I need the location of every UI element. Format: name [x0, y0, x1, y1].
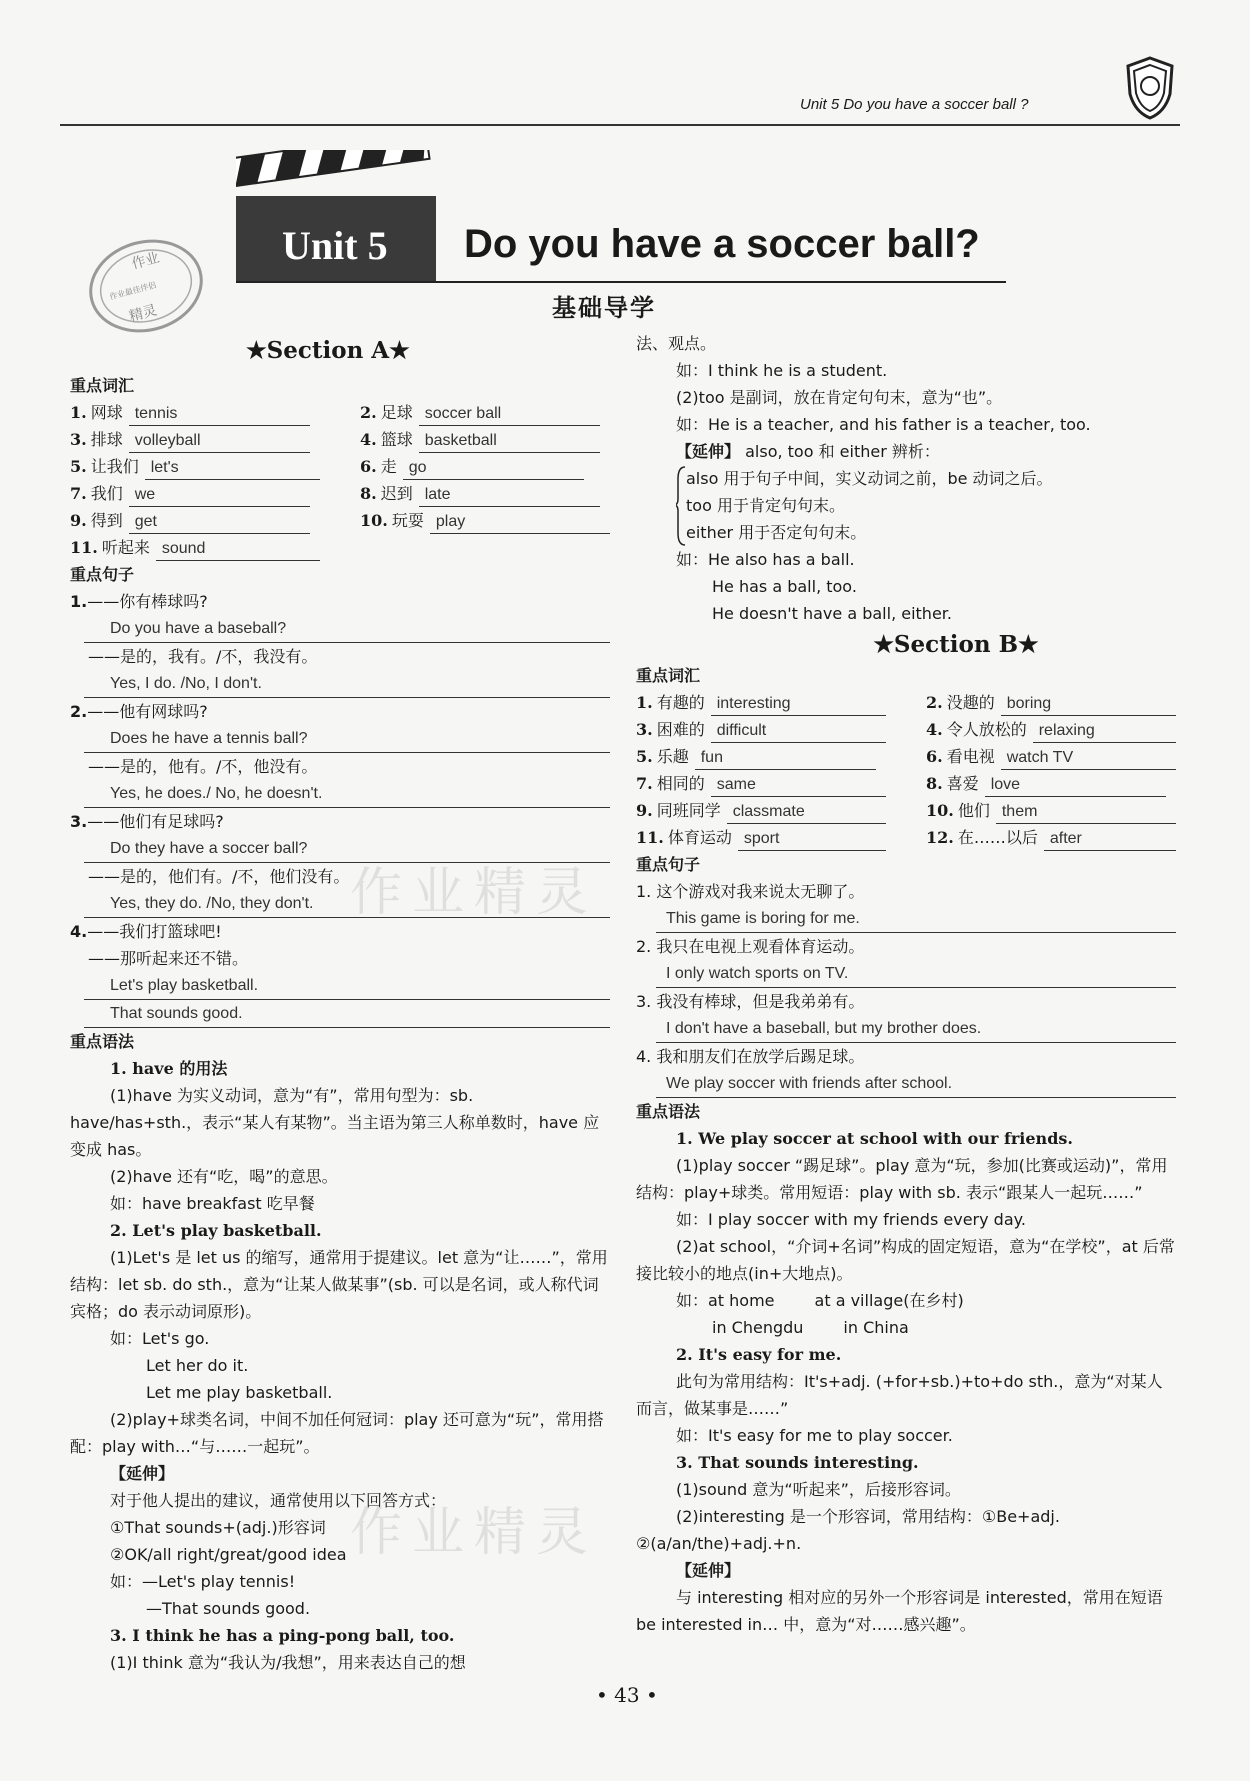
sentence-line: Does he have a tennis ball?	[84, 725, 610, 753]
vocab-chinese: 有趣的	[656, 693, 705, 712]
vocab-item	[70, 507, 320, 534]
vocab-number: 1.	[70, 403, 87, 422]
vocab-number: 5.	[70, 457, 87, 476]
sentence-line: Yes, they do. /No, they don't.	[84, 890, 610, 918]
header-rule	[60, 124, 1180, 126]
vocab-answer: sport	[738, 828, 886, 851]
vocab-list-a	[70, 399, 610, 561]
vocab-number: 7.	[636, 774, 653, 793]
section-b-heading: ★Section B★	[873, 631, 1039, 658]
right-line-3: (2)too 是副词，放在肯定句句末，意为“也”。	[676, 388, 1003, 407]
vocab-number: 9.	[636, 801, 653, 820]
subtitle: 基础导学	[552, 294, 656, 322]
vocab-number: 10.	[926, 801, 954, 820]
page-number: • 43 •	[596, 1683, 658, 1707]
sentence-list-b	[636, 878, 1176, 1098]
vocab-item	[360, 480, 610, 507]
sentence-chinese: 1. 这个游戏对我来说太无聊了。	[636, 882, 865, 901]
vocab-item	[70, 534, 320, 561]
vocab-item	[70, 426, 320, 453]
vocab-number: 8.	[360, 484, 377, 503]
vocab-number: 11.	[70, 538, 98, 557]
sentence-chinese: 3. 我没有棒球，但是我弟弟有。	[636, 992, 865, 1011]
vocab-answer: late	[419, 484, 600, 507]
grammar-b3-title: 3. That sounds interesting.	[676, 1453, 919, 1472]
vocab-item	[926, 824, 1176, 851]
grammar-b3-p2: (2)interesting 是一个形容词，常用结构：①Be+adj. ②(a/an/the)+adj.+n.	[636, 1507, 1060, 1553]
extension-a-3: ②OK/all right/great/good idea	[110, 1545, 347, 1564]
grammar-b1-p2: (2)at school，“介词+名词”构成的固定短语，意为“在学校”，at 后常接比较小的地点(in+大地点)。	[636, 1237, 1175, 1283]
extension-a-2: ①That sounds+(adj.)形容词	[110, 1518, 326, 1537]
extension-a-4: 如：—Let's play tennis!	[110, 1572, 296, 1591]
example-line-1: 如：He also has a ball.	[676, 550, 855, 569]
vocab-chinese: 迟到	[380, 484, 413, 503]
vocab-answer: get	[129, 511, 310, 534]
vocab-chinese: 我们	[90, 484, 123, 503]
sentence-english: This game is boring for me.	[656, 905, 1176, 933]
grammar-a1-p2: (2)have 还有“吃，喝”的意思。	[110, 1167, 338, 1186]
sentence-heading-b: 重点句子	[636, 855, 701, 874]
brace-line-1: also 用于句子中间，实义动词之前，be 动词之后。	[686, 469, 1053, 488]
sentence-row	[70, 588, 610, 615]
vocab-item	[636, 743, 886, 770]
grammar-a1-p1: (1)have 为实义动词，意为“有”，常用句型为：sb. have/has+sth.，表示“某人有某物”。当主语为第三人称单数时，have 应变成 has。	[70, 1086, 600, 1159]
vocab-chinese: 看电视	[946, 747, 995, 766]
brace-line-3: either 用于否定句句末。	[686, 523, 867, 542]
vocab-chinese: 没趣的	[946, 693, 995, 712]
grammar-b1-ex: 如：I play soccer with my friends every day.	[676, 1210, 1026, 1229]
vocab-answer: go	[403, 457, 584, 480]
vocab-number: 3.	[636, 720, 653, 739]
vocab-chinese: 在……以后	[957, 828, 1038, 847]
sentence-line: ——他们有足球吗?	[87, 812, 224, 831]
title-rule	[236, 281, 1006, 283]
vocab-number: 7.	[70, 484, 87, 503]
vocab-answer: let's	[145, 457, 320, 480]
grammar-b1-ex2a: 如：at home	[676, 1291, 775, 1310]
sentence-line: ——你有棒球吗?	[87, 592, 208, 611]
vocab-answer: classmate	[727, 801, 886, 824]
grammar-b3-p1: (1)sound 意为“听起来”，后接形容词。	[676, 1480, 961, 1499]
sentence-line: That sounds good.	[84, 1000, 610, 1028]
vocab-chinese: 得到	[90, 511, 123, 530]
vocab-chinese: 让我们	[90, 457, 139, 476]
vocab-answer: relaxing	[1033, 720, 1176, 743]
sentence-line: Do you have a baseball?	[84, 615, 610, 643]
vocab-item	[636, 824, 886, 851]
shield-logo-icon	[1125, 56, 1175, 120]
grammar-a1-p3: 如：have breakfast 吃早餐	[110, 1194, 315, 1213]
unit-label: Unit 5	[282, 223, 388, 268]
sentence-number: 2.	[70, 702, 88, 721]
right-column	[636, 330, 1176, 1638]
section-a-heading: ★Section A★	[246, 337, 410, 364]
vocab-answer: play	[430, 511, 610, 534]
sentence-row	[70, 698, 610, 725]
vocab-chinese: 令人放松的	[946, 720, 1027, 739]
vocab-answer: volleyball	[129, 430, 310, 453]
vocab-number: 1.	[636, 693, 653, 712]
vocab-item	[926, 689, 1176, 716]
grammar-a1-title: 1. have 的用法	[110, 1059, 228, 1078]
vocab-chinese: 足球	[380, 403, 413, 422]
vocab-number: 10.	[360, 511, 388, 530]
grammar-a2-p1: (1)Let's 是 let us 的缩写，通常用于提建议。let 意为“让……”，常用结构：let sb. do sth.，意为“让某人做某事”(sb. 可以是名词，或人称代词宾格；do 表示动词原形)。	[70, 1248, 608, 1321]
stamp-logo-icon	[86, 236, 206, 336]
sentence-row	[70, 808, 610, 835]
sentence-line: Yes, he does./ No, he doesn't.	[84, 780, 610, 808]
brace-icon	[676, 465, 686, 546]
vocab-chinese: 走	[380, 457, 397, 476]
vocab-item	[926, 743, 1176, 770]
vocab-number: 12.	[926, 828, 954, 847]
vocab-number: 8.	[926, 774, 943, 793]
right-line-2: 如：I think he is a student.	[676, 361, 888, 380]
stamp-bottom: 精灵	[127, 302, 159, 326]
running-header: Unit 5 Do you have a soccer ball ?	[800, 96, 1029, 113]
watermark: 作业精灵	[350, 863, 599, 923]
example-line-3: He doesn't have a ball, either.	[712, 604, 952, 623]
grammar-heading-a: 重点语法	[70, 1032, 135, 1051]
vocab-item	[926, 797, 1176, 824]
grammar-a3-title: 3. I think he has a ping-pong ball, too.	[110, 1626, 455, 1645]
vocab-answer: them	[996, 801, 1176, 824]
vocab-answer: same	[711, 774, 886, 797]
vocab-answer: soccer ball	[419, 403, 600, 426]
vocab-item	[360, 426, 610, 453]
grammar-a2-ex1: 如：Let's go.	[110, 1329, 210, 1348]
grammar-a3-p1: (1)I think 意为“我认为/我想”，用来表达自己的想	[110, 1653, 466, 1672]
brace-line-2: too 用于肯定句句末。	[686, 496, 845, 515]
sentence-heading-a: 重点句子	[70, 565, 135, 584]
vocab-number: 4.	[360, 430, 377, 449]
extension-label-b: 【延伸】	[676, 1561, 741, 1580]
extension-label-a: 【延伸】	[110, 1464, 175, 1483]
vocab-chinese: 同班同学	[656, 801, 721, 820]
sentence-line: ——是的，我有。/不，我没有。	[88, 647, 318, 666]
grammar-b1-p1: (1)play soccer “踢足球”。play 意为“玩，参加(比赛或运动)”，常用结构：play+球类。常用短语：play with sb. 表示“跟某人一起玩……”	[636, 1156, 1168, 1202]
vocab-chinese: 网球	[90, 403, 123, 422]
sentence-line: ——那听起来还不错。	[88, 949, 249, 968]
vocab-number: 5.	[636, 747, 653, 766]
grammar-b2-p1: 此句为常用结构：It's+adj. (+for+sb.)+to+do sth.，意为“对某人而言，做某事是……”	[636, 1372, 1163, 1418]
vocab-chinese: 他们	[957, 801, 990, 820]
vocab-answer: difficult	[711, 720, 886, 743]
sentence-line: ——是的，他有。/不，他没有。	[88, 757, 318, 776]
vocab-heading-a: 重点词汇	[70, 376, 135, 395]
vocab-answer: tennis	[129, 403, 310, 426]
vocab-item	[360, 399, 610, 426]
unit-title: Do you have a soccer ball?	[464, 222, 980, 266]
vocab-answer: boring	[1001, 693, 1176, 716]
vocab-item	[360, 453, 610, 480]
vocab-number: 11.	[636, 828, 664, 847]
grammar-a2-ex3: Let me play basketball.	[146, 1383, 333, 1402]
right-line-4: 如：He is a teacher, and his father is a teacher, too.	[676, 415, 1091, 434]
grammar-a2-title: 2. Let's play basketball.	[110, 1221, 322, 1240]
extension-b-1: 与 interesting 相对应的另外一个形容词是 interested，常用在短语 be interested in… 中，意为“对……感兴趣”。	[636, 1588, 1163, 1634]
sentence-line: ——是的，他们有。/不，他们没有。	[88, 867, 350, 886]
vocab-answer: basketball	[419, 430, 600, 453]
vocab-heading-b: 重点词汇	[636, 666, 701, 685]
vocab-answer: fun	[695, 747, 876, 770]
vocab-item	[70, 480, 320, 507]
stamp-top: 作业	[129, 249, 162, 273]
extension-label-top: 【延伸】	[676, 442, 741, 461]
grammar-b1-ex3a: in Chengdu	[712, 1318, 804, 1337]
grammar-b2-title: 2. It's easy for me.	[676, 1345, 842, 1364]
vocab-number: 6.	[926, 747, 943, 766]
vocab-answer: after	[1044, 828, 1176, 851]
vocab-answer: love	[985, 774, 1166, 797]
vocab-item	[70, 453, 320, 480]
right-line-1: 法、观点。	[636, 334, 717, 353]
vocab-number: 9.	[70, 511, 87, 530]
sentence-chinese: 2. 我只在电视上观看体育运动。	[636, 937, 865, 956]
vocab-chinese: 相同的	[656, 774, 705, 793]
vocab-item	[926, 716, 1176, 743]
sentence-number: 1.	[70, 592, 88, 611]
sentence-line: ——我们打篮球吧!	[87, 922, 222, 941]
vocab-answer: watch TV	[1001, 747, 1176, 770]
vocab-item	[636, 716, 886, 743]
grammar-heading-b: 重点语法	[636, 1102, 701, 1121]
sentence-line: ——他有网球吗?	[87, 702, 208, 721]
grammar-b2-ex: 如：It's easy for me to play soccer.	[676, 1426, 953, 1445]
vocab-answer: we	[129, 484, 310, 507]
watermark-2: 作业精灵	[350, 1503, 599, 1563]
vocab-list-b	[636, 689, 1176, 851]
sentence-english: I only watch sports on TV.	[656, 960, 1176, 988]
grammar-b1-ex2b: at a village(在乡村)	[814, 1291, 964, 1310]
vocab-answer: sound	[156, 538, 320, 561]
vocab-chinese: 喜爱	[946, 774, 979, 793]
sentence-english: We play soccer with friends after school.	[656, 1070, 1176, 1098]
vocab-item	[636, 797, 886, 824]
grammar-a2-p2: (2)play+球类名词，中间不加任何冠词：play 还可意为“玩”，常用搭配：play with…“与……一起玩”。	[70, 1410, 604, 1456]
extension-title-top: also, too 和 either 辨析：	[745, 442, 940, 461]
vocab-chinese: 听起来	[101, 538, 150, 557]
grammar-b1-ex3b: in China	[843, 1318, 909, 1337]
vocab-number: 6.	[360, 457, 377, 476]
grammar-a2-ex2: Let her do it.	[146, 1356, 249, 1375]
grammar-b1-title: 1. We play soccer at school with our friends.	[676, 1129, 1073, 1148]
vocab-item	[70, 399, 320, 426]
sentence-number: 4.	[70, 922, 88, 941]
sentence-number: 3.	[70, 812, 88, 831]
vocab-number: 2.	[926, 693, 943, 712]
vocab-item	[926, 770, 1176, 797]
vocab-chinese: 体育运动	[667, 828, 732, 847]
extension-a-1: 对于他人提出的建议，通常使用以下回答方式：	[110, 1491, 447, 1510]
vocab-number: 4.	[926, 720, 943, 739]
vocab-chinese: 玩耍	[391, 511, 424, 530]
left-column	[70, 372, 610, 1676]
sentence-list-a	[70, 588, 610, 1028]
vocab-item	[636, 770, 886, 797]
sentence-line: Yes, I do. /No, I don't.	[84, 670, 610, 698]
vocab-chinese: 乐趣	[656, 747, 689, 766]
vocab-chinese: 篮球	[380, 430, 413, 449]
vocab-item	[636, 689, 886, 716]
vocab-chinese: 困难的	[656, 720, 705, 739]
vocab-item	[360, 507, 610, 534]
sentence-line: Do they have a soccer ball?	[84, 835, 610, 863]
example-line-2: He has a ball, too.	[712, 577, 857, 596]
vocab-answer: interesting	[711, 693, 886, 716]
stamp-middle: 作业最佳伴侣	[108, 280, 158, 302]
sentence-line: Let's play basketball.	[84, 972, 610, 1000]
vocab-number: 3.	[70, 430, 87, 449]
sentence-english: I don't have a baseball, but my brother does.	[656, 1015, 1176, 1043]
extension-a-5: —That sounds good.	[146, 1599, 311, 1618]
sentence-chinese: 4. 我和朋友们在放学后踢足球。	[636, 1047, 865, 1066]
vocab-chinese: 排球	[90, 430, 123, 449]
vocab-number: 2.	[360, 403, 377, 422]
